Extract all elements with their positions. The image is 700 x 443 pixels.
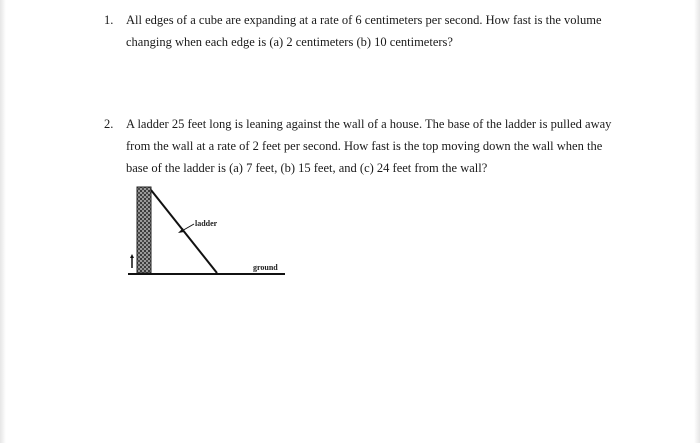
house-wall	[137, 187, 151, 273]
ground-label: ground	[253, 263, 278, 272]
problem-2-text: A ladder 25 feet long is leaning against the wall of a house. The base of the ladder is pulled away from the wall at a rate of 2 feet per second. How fast is the top moving down the wall when the base of the ladder is (a) 7 feet, (b) 15 feet, and (c) 24 feet from the wall?	[126, 117, 612, 175]
ladder-figure	[124, 186, 294, 286]
ladder-diagram	[124, 186, 294, 286]
ladder-line	[151, 190, 217, 273]
wall-arrow-head	[130, 254, 134, 258]
page-edge-left	[0, 0, 6, 443]
ladder-label: ladder	[195, 219, 218, 228]
problem-1-text: All edges of a cube are expanding at a rate of 6 centimeters per second. How fast is the volume changing when each edge is (a) 2 centimeters (b) 10 centimeters?	[126, 13, 602, 49]
problem-1	[104, 9, 624, 53]
problem-1-number: 1.	[104, 13, 114, 27]
page-edge-right	[694, 0, 700, 443]
problem-2	[104, 113, 624, 179]
problem-2-number: 2.	[104, 117, 114, 131]
